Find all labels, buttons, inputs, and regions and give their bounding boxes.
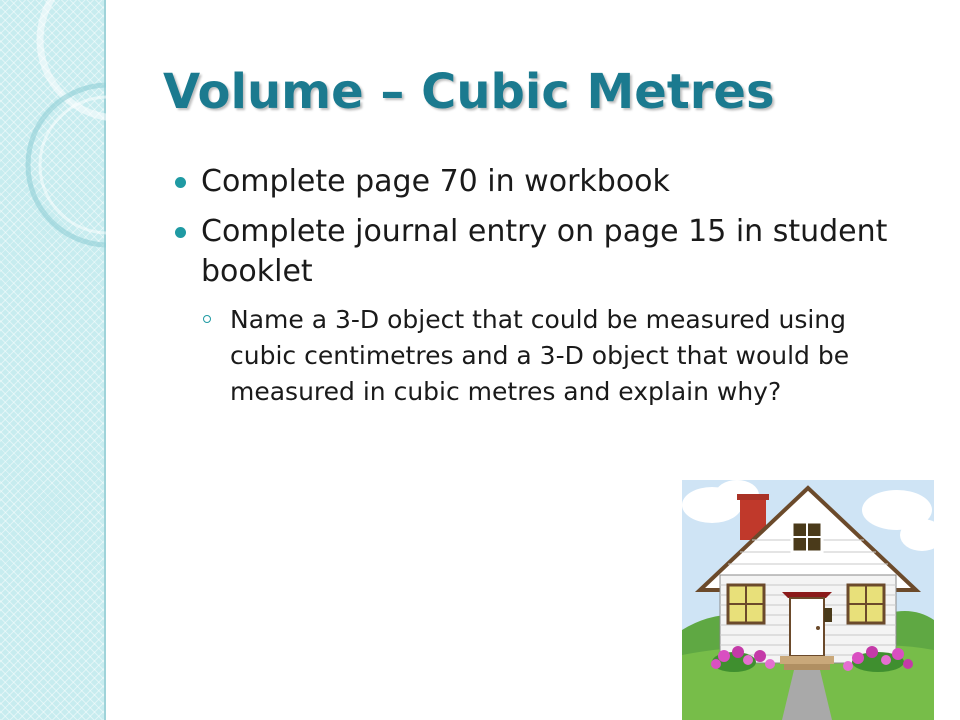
decorative-circles xyxy=(0,0,106,720)
sub-bullet-circle-icon xyxy=(203,315,211,323)
bullet-item xyxy=(175,162,915,202)
bullet-text: Complete page 70 in workbook xyxy=(201,164,670,199)
bullet-dot-icon xyxy=(175,227,186,238)
bullet-text: Complete journal entry on page 15 in student booklet xyxy=(201,214,888,289)
sub-bullet-item xyxy=(201,302,915,410)
sub-bullet-text: Name a 3-D object that could be measured using cubic centimetres and a 3-D object that would be measured in cubic metres and explain why? xyxy=(230,305,850,406)
bullet-item xyxy=(175,212,915,292)
decorative-sidebar xyxy=(0,0,106,720)
bullet-list xyxy=(175,162,915,410)
house-image xyxy=(682,480,934,720)
slide-title: Volume – Cubic Metres xyxy=(163,64,775,120)
bullet-dot-icon xyxy=(175,177,186,188)
